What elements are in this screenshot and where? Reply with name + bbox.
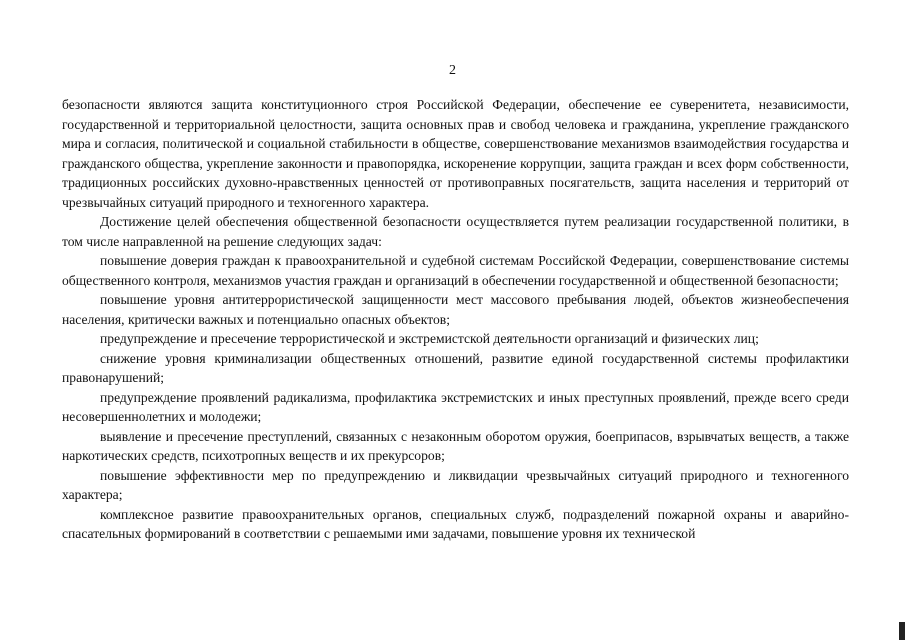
task-item: комплексное развитие правоохранительных органов, специальных служб, подразделений пожарной охраны и аварийно-спасательных формирований в соответствии с решаемыми ими задачами, повышение уровня их технической — [62, 506, 849, 541]
task-item: выявление и пресечение преступлений, связанных с незаконным оборотом оружия, боеприпасов, взрывчатых веществ, а также наркотических средств, психотропных веществ и их прекурсоров; — [62, 428, 849, 463]
task-item: повышение уровня антитеррористической защищенности мест массового пребывания людей, объектов жизнеобеспечения населения, критически важных и потенциально опасных объектов; — [62, 292, 849, 327]
scan-edge-mark — [899, 622, 905, 640]
task-item: снижение уровня криминализации общественных отношений, развитие единой государственной системы профилактики правонарушений; — [62, 350, 849, 385]
task-item: предупреждение и пресечение террористической и экстремистской деятельности организаций и физических лиц; — [100, 331, 759, 346]
paragraph: Достижение целей обеспечения общественной безопасности осуществляется путем реализации государственной политики, в том числе направленной на решение следующих задач: — [62, 214, 849, 249]
task-item: повышение доверия граждан к правоохранительной и судебной системам Российской Федерации, совершенствование системы общественного контроля, механизмов участия граждан и организаций в обеспечении государственной и общественной безопасности; — [62, 253, 849, 288]
task-item: предупреждение проявлений радикализма, профилактика экстремистских и иных преступных проявлений, прежде всего среди несовершеннолетних и молодежи; — [62, 389, 849, 424]
page-number: 2 — [449, 63, 456, 78]
paragraph-continuation: безопасности являются защита конституционного строя Российской Федерации, обеспечение ее суверенитета, независимости, государственной и территориальной целостности, защита основных прав и свобод человека и гражданина, укрепление гражданского мира и согласия, политической и социальной стабильности в обществе, совершенствование механизмов взаимодействия государства и гражданского общества, укрепление законности и правопорядка, искоренение коррупции, защита граждан и всех форм собственности, традиционных российских духовно-нравственных ценностей от противоправных посягательств, защита населения и территорий от чрезвычайных ситуаций природного и техногенного характера. — [62, 97, 849, 210]
document-body — [62, 95, 849, 544]
task-item: повышение эффективности мер по предупреждению и ликвидации чрезвычайных ситуаций природного и техногенного характера; — [62, 467, 849, 502]
